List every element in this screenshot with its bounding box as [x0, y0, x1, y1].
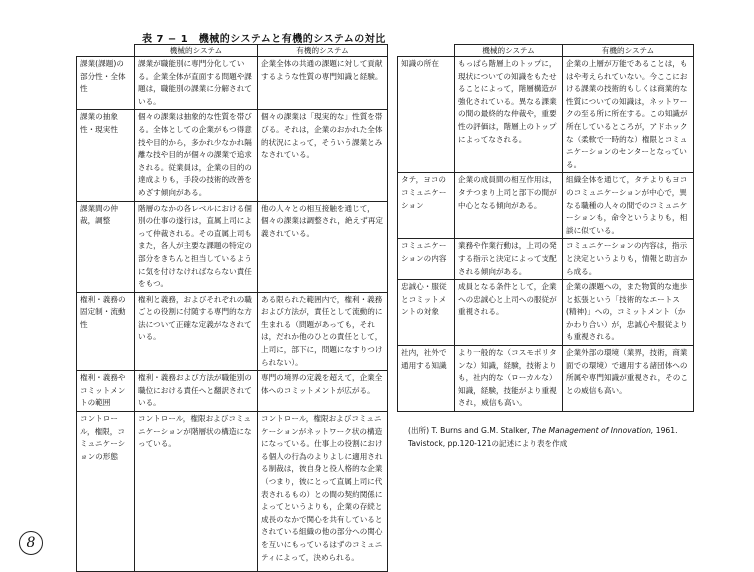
- table-row: [77, 110, 388, 201]
- mechanistic-cell: 個々の課業は抽象的な性質を帯びる。全体としての企業がもつ得意技や目的から，多かれ少なかれ隔離な技や目的が個々の課業で追求される。従業員は，企業の目的の達成よりも，手段の技術的改善をめざす傾向がある。: [135, 110, 258, 201]
- table-header-row: [398, 45, 694, 57]
- source-citation: [408, 424, 698, 450]
- table-title: 表 7 − 1 機械的システムと有機的システムの対比: [142, 34, 386, 45]
- row-label: 課業間の仲裁，調整: [77, 201, 135, 292]
- source-prefix: (出所): [408, 426, 430, 435]
- mechanistic-cell: 権利と義務，およびそれぞれの職ごとの役割に付随する専門的な方法について正確な定義がなされている。: [135, 292, 258, 371]
- row-label: 権利・義務の固定制・流動性: [77, 292, 135, 371]
- organic-cell: 専門の境界の定義を超えて，企業全体へのコミットメントが広がる。: [258, 371, 388, 412]
- header-blank: [77, 45, 135, 57]
- organic-cell: コントロール，権限およびコミュニケーションがネットワーク状の構造になっている。仕事上の役割における個人の行為のよりよしに適用される制裁は，彼自身と役人格的な企業（つまり，彼にとって直属上司に代表されるもの）との間の契約関係によってというよりも，企業の存続と成長のなかで関心を共有しているとされている組織の他の部分への関心を互いにもっているはずのコミュニティによって，決められる。: [258, 412, 388, 572]
- mechanistic-cell: より一般的な（コスモポリタンな）知識，経験，技術よりも，社内的な（ローカルな）知識，経験，技能がより重視され，威信も高い。: [455, 346, 563, 412]
- mechanistic-cell: 権利・義務および方法が職能別の職位における責任へと翻訳されている。: [135, 371, 258, 412]
- mechanistic-cell: 課業が職能別に専門分化している。企業全体が直面する問題や課題は，職能別の課業に分解されている。: [135, 57, 258, 110]
- organic-cell: ある限られた範囲内で，権利・義務および方法が，責任として流動的に生まれる（問題があっても，それは，だれか他のひとの責任として，上司に，部下に，問題になすりつけられない）。: [258, 292, 388, 371]
- row-label: タテ，ヨコのコミュニケーション: [398, 173, 455, 239]
- table-header-row: [77, 45, 388, 57]
- row-label: コントロール，権限，コミュニケーションの形態: [77, 412, 135, 572]
- organic-cell: 他の人々との相互接触を通じて，個々の課業は調整され，絶えず再定義されている。: [258, 201, 388, 292]
- organic-cell: 企業外部の環境（業界，技術，商業面での環境）で適用する諸団体への所属や専門知識が重視され，そのことの威信も高い。: [563, 346, 694, 412]
- table-row: [77, 371, 388, 412]
- header-organic: 有機的システム: [258, 45, 388, 57]
- mechanistic-cell: もっぱら階層上のトップに，現状についての知識をもたせることによって，階層構造が強化されている。異なる課業の間の最終的な仲裁や，重要性の評価は，階層上のトップによってなされる。: [455, 57, 563, 173]
- mechanistic-cell: 階層のなかの各レベルにおける個別の仕事の遂行は，直属上司によって仲裁される。その直属上司もまた，各人が主要な課題の特定の部分をきちんと担当しているように気を付けなければならない責任をもつ。: [135, 201, 258, 292]
- row-label: 課業(課題)の部分性・全体性: [77, 57, 135, 110]
- table-row: [398, 239, 694, 280]
- table-row: [398, 173, 694, 239]
- table-row: [77, 201, 388, 292]
- mechanistic-cell: 企業の成員間の相互作用は，タテつまり上司と部下の間が中心となる傾向がある。: [455, 173, 563, 239]
- organic-cell: コミュニケーションの内容は，指示と決定というよりも，情報と助言から成る。: [563, 239, 694, 280]
- mechanistic-cell: 成員となる条件として，企業への忠誠心と上司への服従が重視される。: [455, 280, 563, 346]
- table-row: [398, 280, 694, 346]
- organic-cell: 組織全体を通じて，タテよりもヨコのコミュニケーションが中心で，異なる職種の人々の間でのコミュニケーションも，命令というよりも，相談に似ている。: [563, 173, 694, 239]
- organic-cell: 個々の課業は「現実的な」性質を帯びる。それは，企業のおかれた全体的状況によって，そういう課業とみなされている。: [258, 110, 388, 201]
- table-row: [77, 292, 388, 371]
- row-label: 社内，社外で通用する知識: [398, 346, 455, 412]
- row-label: コミュニケーションの内容: [398, 239, 455, 280]
- row-label: 知識の所在: [398, 57, 455, 173]
- page-number: 8: [19, 531, 43, 555]
- table-row: [398, 57, 694, 173]
- row-label: 課業の抽象性・現実性: [77, 110, 135, 201]
- table-row: [77, 412, 388, 572]
- table-row: [398, 346, 694, 412]
- header-organic: 有機的システム: [563, 45, 694, 57]
- source-authors: T. Burns and G.M. Stalker,: [431, 426, 530, 435]
- header-blank: [398, 45, 455, 57]
- comparison-table-right: [397, 44, 694, 412]
- organic-cell: 企業全体の共通の課題に対して貢献するような性質の専門知識と経験。: [258, 57, 388, 110]
- row-label: 権利・義務やコミットメントの範囲: [77, 371, 135, 412]
- header-mechanistic: 機械的システム: [455, 45, 563, 57]
- comparison-table-left: [76, 44, 388, 572]
- mechanistic-cell: 業務や作業行動は，上司の発する指示と決定によって支配される傾向がある。: [455, 239, 563, 280]
- table-row: [77, 57, 388, 110]
- mechanistic-cell: コントロール，権限およびコミュニケーションが階層状の構造になっている。: [135, 412, 258, 572]
- row-label: 忠誠心・服従とコミットメントの対象: [398, 280, 455, 346]
- source-book-title: The Management of Innovation,: [532, 426, 654, 435]
- organic-cell: 企業の課題への，また物質的な進歩と拡張という「技術的なエートス(精神)」への，コミットメント（かかわり合い）が，忠誠心や服従よりも重視される。: [563, 280, 694, 346]
- organic-cell: 企業の上層が万能であることは，もはや考えられていない。今ここにおける課業の技術的もしくは商業的な性質についての知識は，ネットワークの至る所に所在する。この知識が所在しているところが，アドホックな（柔軟で一時的な）権限とコミュニケーションのセンターとなっている。: [563, 57, 694, 173]
- source-details: 1961. Tavistock, pp.120-121の記述により表を作成: [408, 426, 678, 448]
- header-mechanistic: 機械的システム: [135, 45, 258, 57]
